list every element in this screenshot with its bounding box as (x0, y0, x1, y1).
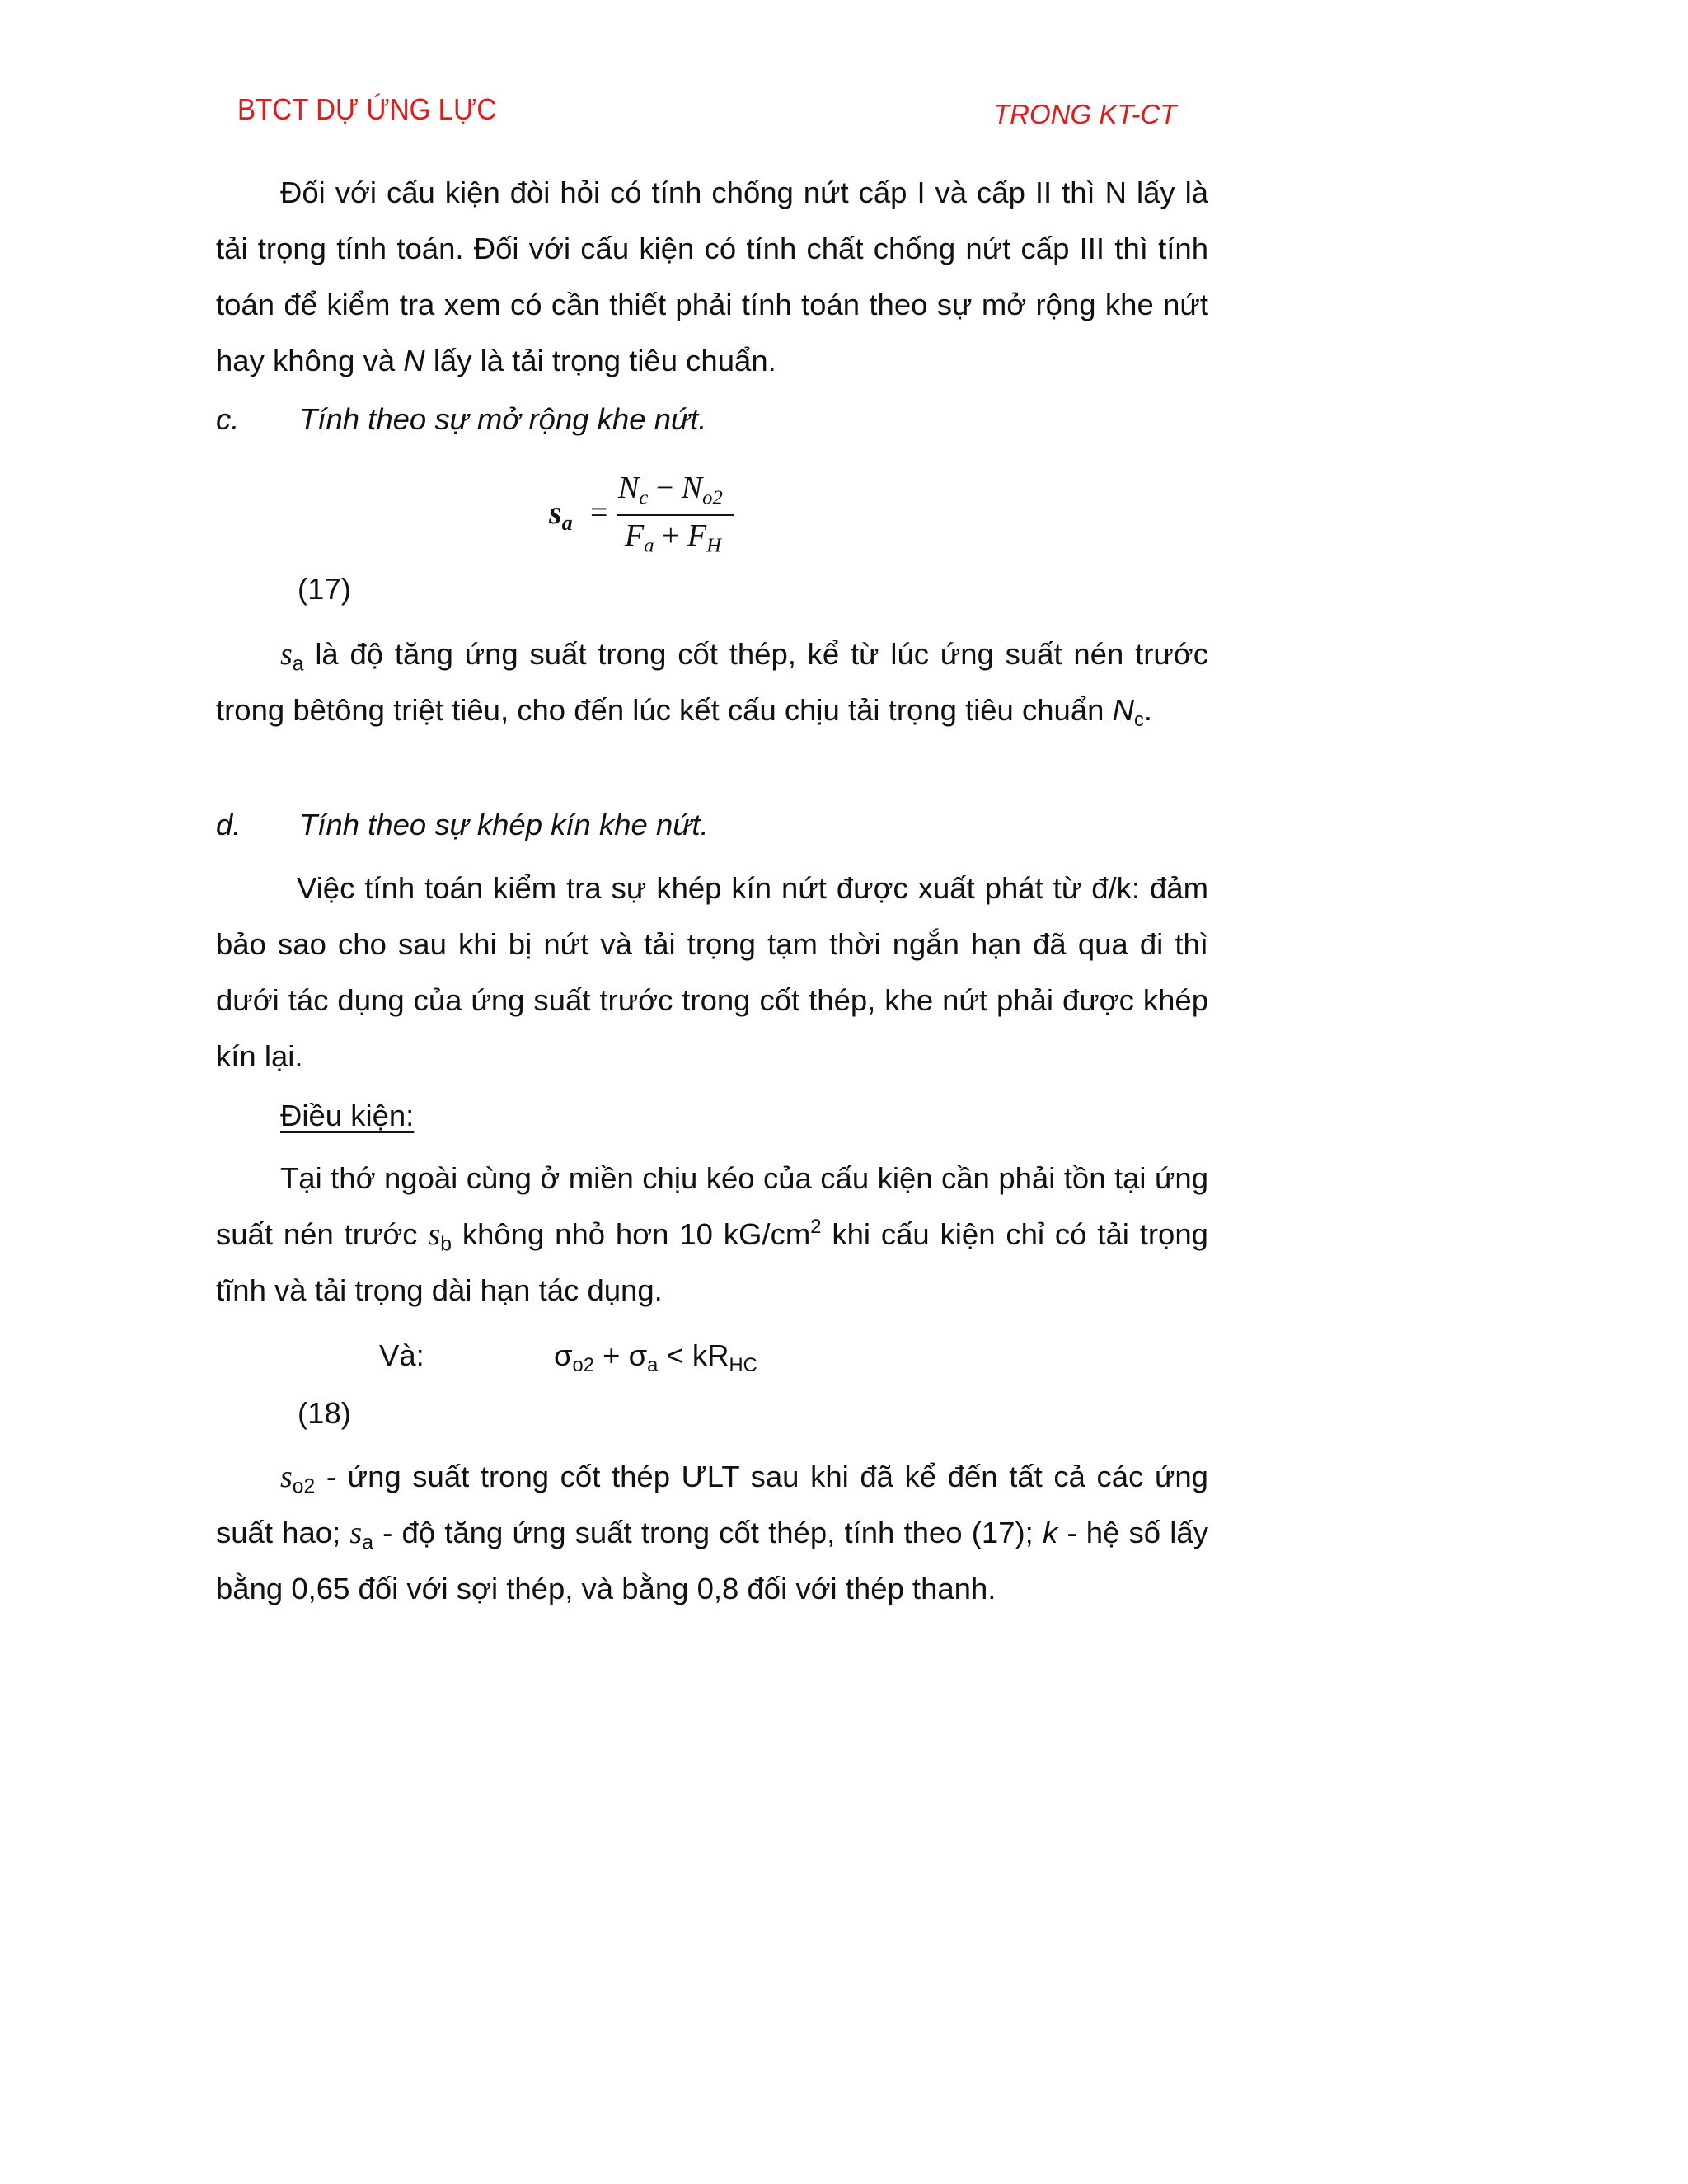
paragraph-5-symbol-k: k (1043, 1516, 1058, 1549)
formula-17-number: (17) (298, 572, 351, 606)
paragraph-5-symbol-2: $s_a$ (349, 1516, 373, 1554)
paragraph-4-text-b: không nhỏ hơn 10 kG/cm (462, 1217, 811, 1251)
paragraph-1-text: Đối với cấu kiện đòi hỏi có tính chống nứt cấp I và cấp II thì N lấy là tải trọng tính toán. Đối với cấu kiện có tính chất chống nứt cấp III thì tính toán để kiểm tra xem có cần thiết phải tính toán theo sự mở rộng khe nứt hay không và (216, 176, 1208, 377)
formula-17-denominator: $F_a + F_H$ (625, 518, 722, 557)
paragraph-3: Việc tính toán kiểm tra sự khép kín nứt được xuất phát từ đ/k: đảm bảo sao cho sau khi bị nứt và tải trọng tạm thời ngắn hạn đã qua đi thì dưới tác dụng của ứng suất trước trong cốt thép, khe nứt phải được khép kín lại. (216, 871, 1208, 1073)
paragraph-2-symbol: $s_a$ (280, 637, 304, 676)
paragraph-5-symbol-1: $s_{o2}$ (280, 1460, 316, 1498)
paragraph-5 (216, 1449, 1208, 1617)
formula-17-fraction-bar (617, 514, 734, 516)
paragraph-4-text-c: khi cấu kiện chỉ có tải trọng tĩnh và tải trọng dài hạn tác dụng. (216, 1217, 1208, 1307)
formula-17-equals: = (590, 495, 608, 530)
paragraph-5-text-c: - hệ số lấy bằng 0,65 đối với sợi thép, và bằng 0,8 đối với thép thanh. (216, 1516, 1208, 1605)
header-title-right: TRONG KT-CT (993, 99, 1177, 129)
formula-17-numerator: $N_c - N_{o2}$ (618, 471, 723, 509)
formula-18-label: Và: (379, 1338, 424, 1372)
paragraph-4-symbol: $s_b$ (428, 1217, 452, 1256)
section-c-label: c. (216, 402, 240, 436)
header-title-left: BTCT DỰ ỨNG LỰC (237, 92, 497, 126)
formula-17-lhs: $s_a$ (549, 494, 573, 535)
paragraph-4: Tại thớ ngoài cùng ở miền chịu kéo của cấu kiện cần phải tồn tại ứng suất nén trước $s_b$ không nhỏ hơn 10 $kG/cm^2$ khi cấu kiện chỉ có tải trọng tĩnh và tải trọng dài hạn tác dụng. (216, 1161, 1208, 1307)
paragraph-4-text-a: Tại thớ ngoài cùng ở miền chịu kéo của cấu kiện cần phải tồn tại ứng suất nén trước (216, 1161, 1208, 1251)
paragraph-1-end: lấy là tải trọng tiêu chuẩn. (433, 344, 776, 377)
paragraph-1 (216, 165, 1208, 389)
paragraph-2: $s_a$ là độ tăng ứng suất trong cốt thép, kể từ lúc ứng suất nén trước trong bêtông triệt tiêu, cho đến lúc kết cấu chịu tải trọng tiêu chuẩn $N_c$. (216, 637, 1208, 732)
formula-18-number: (18) (298, 1396, 351, 1430)
paragraph-1-symbol-n: N (403, 344, 425, 377)
paragraph-2-symbol-n: $N_c$ (1112, 693, 1144, 732)
section-d-title: Tính theo sự khép kín khe nứt. (299, 808, 709, 841)
paragraph-5-text-a: - ứng suất trong cốt thép ƯLT sau khi đã kể đến tất cả các ứng suất hao; (216, 1460, 1208, 1549)
condition-heading: Điều kiện: (280, 1099, 415, 1132)
paragraph-2-text: là độ tăng ứng suất trong cốt thép, kể từ lúc ứng suất nén trước trong bêtông triệt tiêu, cho đến lúc kết cấu chịu tải trọng tiêu chuẩn (216, 637, 1208, 727)
paragraph-5-text-b: - độ tăng ứng suất trong cốt thép, tính theo (17); (382, 1516, 1034, 1549)
section-d-label: d. (216, 808, 241, 841)
formula-18-expression: $\sigma_{o2} + \sigma_a < kR_{HC}$ (554, 1338, 757, 1377)
section-c-title: Tính theo sự mở rộng khe nứt. (299, 402, 707, 436)
